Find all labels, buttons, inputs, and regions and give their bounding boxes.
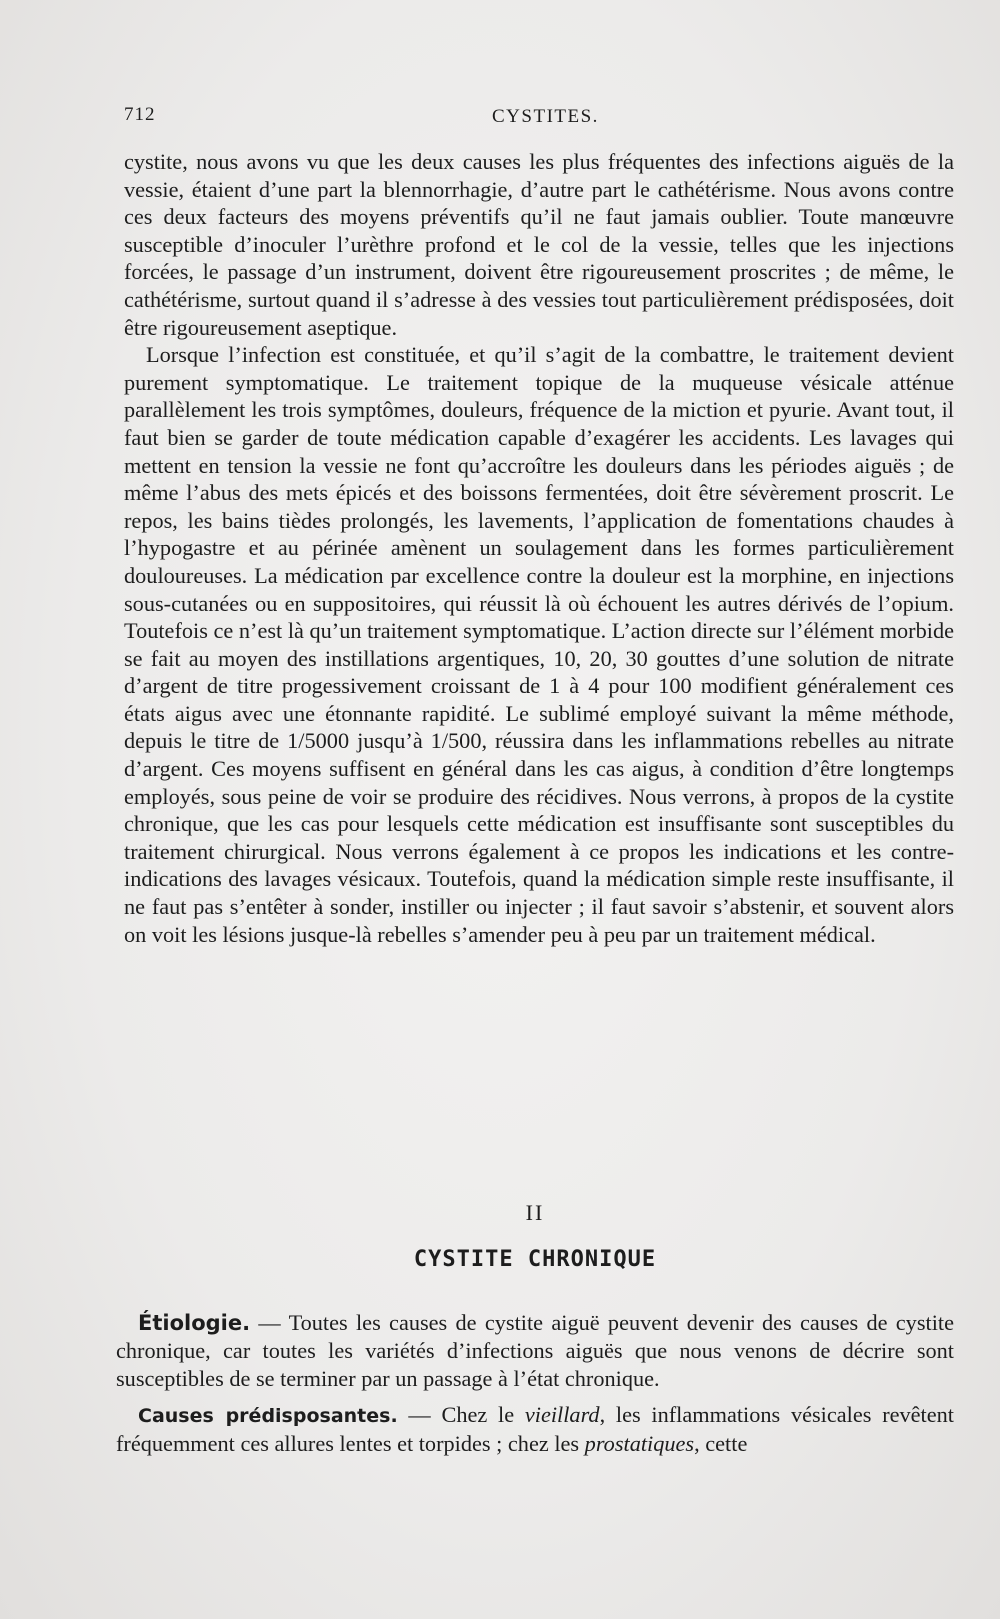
causes-text-1: — Chez le bbox=[397, 1402, 525, 1427]
causes-italic-2: prostatiques bbox=[584, 1431, 695, 1456]
body-text bbox=[124, 148, 954, 948]
causes-text-3: , cette bbox=[694, 1431, 748, 1456]
etiologie-text: — Toutes les causes de cystite aiguë peuvent devenir des causes de cystite chronique, car toutes les variétés d’infections aiguës que nous venons de décrire sont susceptibles de se terminer par un passage à l’état chronique. bbox=[116, 1310, 954, 1391]
section-number: II bbox=[525, 1200, 545, 1225]
paragraph-causes bbox=[116, 1401, 954, 1458]
body-text-section-2 bbox=[116, 1309, 954, 1458]
causes-italic-1: vieillard bbox=[524, 1402, 600, 1427]
subheading-etiologie: Étiologie. bbox=[138, 1311, 251, 1335]
section-title: CYSTITE CHRONIQUE bbox=[413, 1247, 657, 1272]
paragraph: cystite, nous avons vu que les deux causes les plus fréquentes des infections aiguës de la vessie, étaient d’une part la blennorrhagie, d’autre part le cathétérisme. Nous avons contre ces deux facteurs des moyens préventifs qu’il ne faut jamais oublier. Toute manœuvre susceptible d’inoculer l’urèthre profond et le col de la vessie, telles que les injections forcées, le passage d’un instrument, doivent être rigoureusement proscrites ; de même, le cathétérisme, surtout quand il s’adresse à des vessies tout particulièrement prédisposées, doit être rigoureusement aseptique. bbox=[124, 149, 954, 340]
paragraph-etiologie bbox=[116, 1309, 954, 1393]
page-number: 712 bbox=[124, 104, 156, 125]
paragraph: Lorsque l’infection est constituée, et qu’il s’agit de la combattre, le traitement devient purement symptomatique. Le traitement topique de la muqueuse vésicale atténue parallèlement les trois symptômes, douleurs, fréquence de la miction et pyurie. Avant tout, il faut bien se garder de toute médication capable d’exagérer les accidents. Les lavages qui mettent en tension la vessie ne font qu’accroître les douleurs dans les périodes aiguës ; de même l’abus des mets épicés et des boissons fermentées, doit être sévèrement proscrit. Le repos, les bains tièdes prolongés, les lavements, l’application de fomentations chaudes à l’hypogastre et au périnée amènent un soulagement dans les formes particulièrement douloureuses. La médication par excellence contre la douleur est la morphine, en injections sous-cutanées ou en suppositoires, qui réussit là où échouent les autres dérivés de l’opium. Toutefois ce n’est là qu’un traitement symptomatique. L’action directe sur l’élément morbide se fait au moyen des instillations argentiques, 10, 20, 30 gouttes d’une solution de nitrate d’argent de titre progessivement croissant de 1 à 4 pour 100 modifient généralement ces états aigus avec une étonnante rapidité. Le sublimé employé suivant la même méthode, depuis le titre de 1/5000 jusqu’à 1/500, réussira dans les inflammations rebelles au nitrate d’argent. Ces moyens suffisent en général dans les cas aigus, à condition d’être longtemps employés, sous peine de voir se produire des récidives. Nous verrons, à propos de la cystite chronique, que les cas pour lesquels cette médication est insuffisante sont susceptibles du traitement chirurgical. Nous verrons également à ce propos les indications et les contre-indications des lavages vésicaux. Toutefois, quand la médication simple reste insuffisante, il ne faut pas s’entêter à sonder, instiller ou injecter ; il faut savoir s’abstenir, et souvent alors on voit les lésions jusque-là rebelles s’amender peu à peu par un traitement médical. bbox=[124, 342, 954, 947]
subheading-causes: Causes prédisposantes. bbox=[138, 1405, 398, 1427]
causes-text-2: , les inflammations vésicales revêtent fréquemment ces allures lentes et torpides ; chez les bbox=[116, 1402, 954, 1456]
running-head: CYSTITES. bbox=[492, 106, 599, 127]
